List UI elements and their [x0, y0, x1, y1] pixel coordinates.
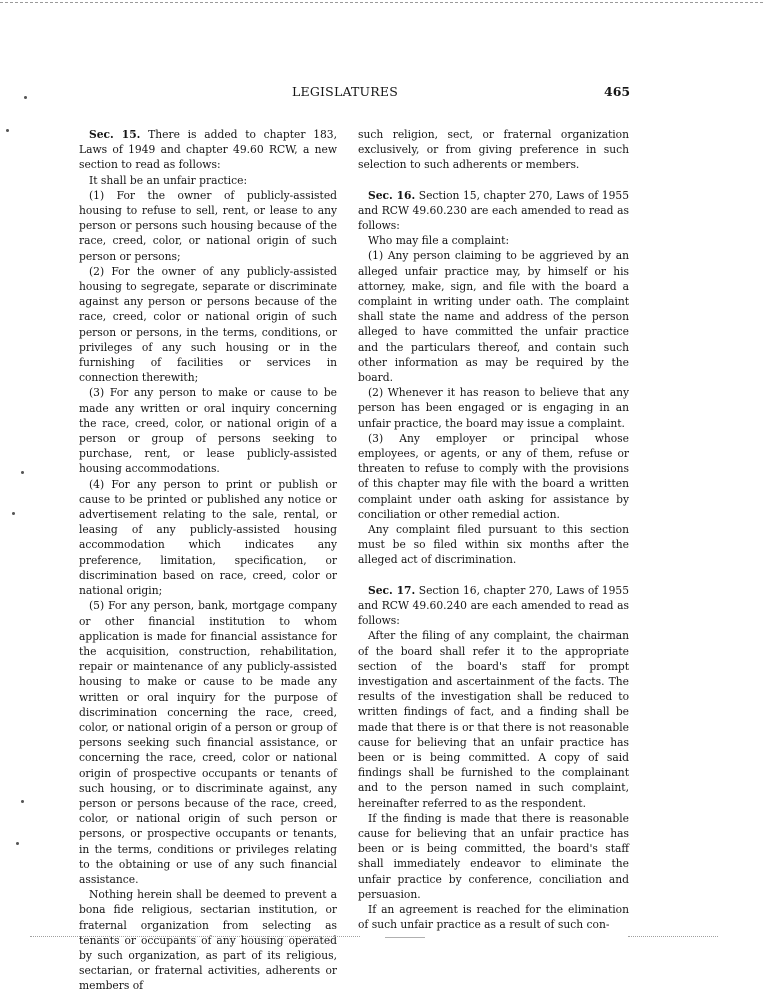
page-number: 465 [604, 84, 631, 99]
section-intro-text: Section 15, chapter 270, Laws of 1955 and RCW 49.60.230 are each amended to read as follows: [358, 188, 629, 233]
body-paragraph: Who may file a complaint: [368, 234, 510, 248]
scan-speck [6, 129, 9, 132]
scan-speck [21, 800, 24, 803]
body-paragraph: If an agreement is reached for the elimination of such unfair practice as a result of such con- [358, 902, 629, 932]
body-paragraph: (4) For any person to print or publish or cause to be printed or published any notice or advertisement relating to the sale, rental, or leasing of any publicly-assisted housing accommodation which indicates any preference, limitation, specification, or discrimination based on race, creed, color or national origin; [79, 477, 337, 598]
top-scan-border [0, 2, 763, 3]
body-paragraph: It shall be an unfair practice: [89, 173, 248, 187]
section-heading-paragraph [358, 583, 629, 629]
right-text-column [358, 127, 629, 932]
scan-speck [24, 96, 27, 99]
section-intro-text: Section 16, chapter 270, Laws of 1955 and RCW 49.60.240 are each amended to read as follows: [358, 583, 629, 628]
running-header: LEGISLATURES [292, 84, 398, 99]
continued-paragraph: such religion, sect, or fraternal organization exclusively, or from giving preference in such selection to such adherents or members. [358, 128, 629, 172]
scan-speck [16, 842, 19, 845]
section-label: Sec. 16. [368, 188, 416, 202]
body-paragraph: (1) For the owner of publicly-assisted housing to refuse to sell, rent, or lease to any person or persons such housing because of the race, creed, color, or national origin of such person or persons; [79, 188, 337, 263]
body-paragraph: Any complaint filed pursuant to this section must be so filed within six months after the alleged act of discrimination. [358, 523, 629, 567]
section-label: Sec. 15. [89, 128, 141, 141]
body-paragraph: (5) For any person, bank, mortgage company or other financial institution to whom application is made for financial assistance for the acquisition, construction, rehabilitation, repair or maintenance of any publicly-assisted housing to make or cause to be made any written or oral inquiry for the purpose of discrimination concerning the race, creed, color, or national origin of a person or group of persons seeking such financial assistance, or concerning the race, creed, color or national origin of prospective occupants or tenants of such housing, or to discriminate against, any person or persons because of the race, creed, color, or national origin of such person or persons, or prospective occupants or tenants, in the terms, conditions or privileges relating to the obtaining or use of any such financial assistance. [79, 599, 337, 886]
body-paragraph: (2) Whenever it has reason to believe that any person has been engaged or is engaging in an unfair practice, the board may issue a complaint. [358, 386, 629, 430]
left-text-column [79, 127, 337, 994]
body-paragraph: (2) For the owner of any publicly-assisted housing to segregate, separate or discriminate against any person or persons because of the race, creed, color or national origin of such person or persons, in the terms, conditions, or privileges of any such housing or in the furnishing of facilities or services in connection therewith; [79, 264, 337, 385]
scan-speck [21, 471, 24, 474]
bottom-scan-border [30, 936, 360, 937]
section-label: Sec. 17. [368, 583, 416, 597]
scan-speck [12, 512, 15, 515]
body-paragraph: Nothing herein shall be deemed to prevent a bona fide religious, sectarian institution, or fraternal organization from selecting as tenants or occupants of any housing operated by such organization, as part of its religious, sectarian, or fraternal activities, adherents or members of [79, 888, 337, 993]
section-intro-text: There is added to chapter 183, Laws of 1949 and chapter 49.60 RCW, a new section to read as follows: [79, 128, 338, 172]
bottom-scan-border [628, 936, 718, 937]
body-paragraph: After the filing of any complaint, the chairman of the board shall refer it to the appropriate section of the board's staff for prompt investigation and ascertainment of the facts. The results of the investigation shall be reduced to written findings of fact, and a finding shall be made that there is or that there is not reasonable cause for believing that an unfair practice has been or is being committed. A copy of said findings shall be furnished to the complainant and to the person named in such complaint, hereinafter referred to as the respondent. [358, 629, 629, 810]
body-paragraph: (1) Any person claiming to be aggrieved by an alleged unfair practice may, by himself or his attorney, make, sign, and file with the board a complaint in writing under oath. The complaint shall state the name and address of the person alleged to have committed the unfair practice and the particulars thereof, and contain such other information as may be required by the board. [358, 249, 629, 385]
body-paragraph: (3) Any employer or principal whose employees, or agents, or any of them, refuse or threaten to refuse to comply with the provisions of this chapter may file with the board a written complaint under oath asking for assistance by conciliation or other remedial action. [358, 431, 629, 521]
section-heading-paragraph [79, 127, 337, 173]
body-paragraph: If the finding is made that there is reasonable cause for believing that an unfair practice has been or is being committed, the board's staff shall immediately endeavor to eliminate the unfair practice by conference, conciliation and persuasion. [358, 811, 629, 901]
body-paragraph: (3) For any person to make or cause to be made any written or oral inquiry concerning the race, creed, color, or national origin of a person or group of persons seeking to purchase, rent, or lease publicly-assisted housing accommodations. [79, 386, 337, 476]
bottom-scan-border [385, 937, 425, 938]
section-heading-paragraph [358, 188, 629, 234]
